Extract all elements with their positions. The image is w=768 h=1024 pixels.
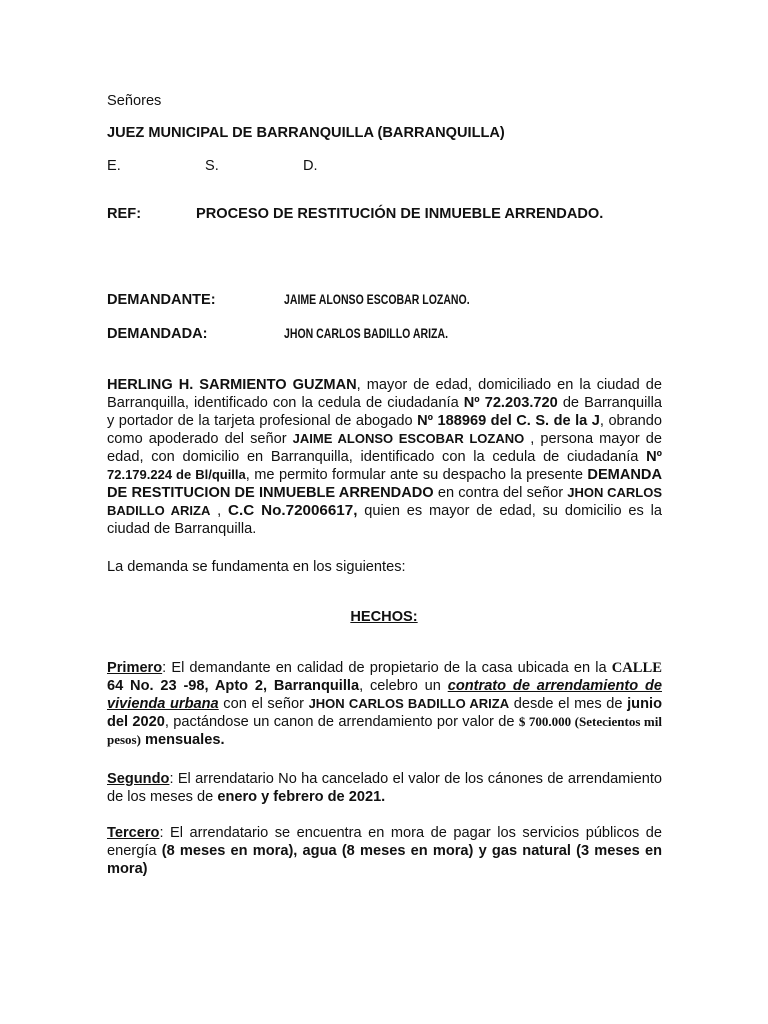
lawyer-id: Nº 72.203.720 (463, 395, 558, 411)
plaintiff-name: JAIME ALONSO ESCOBAR LOZANO. (284, 292, 470, 307)
facts-title: HECHOS: (350, 609, 418, 625)
esd-d: D. (303, 158, 318, 174)
utilities-detail: (8 meses en mora), agua (8 meses en mora) y gas natural (3 meses en mora) (107, 843, 662, 877)
intro-paragraph: HERLING H. SARMIENTO GUZMAN, mayor de edad, domiciliado en la ciudad de Barranquilla, identificado con la cedula de ciudadanía Nº 72.203.720 de Barranquilla y portador de la tarjeta profesional de abogado Nº 188969 del C. S. de la J, obrando como apoderado del señor JAIME ALONSO ESCOBAR LOZANO , persona mayor de edad, con domicilio en Barranquilla, identificado con la cedula de ciudadanía Nº 72.179.224 de Bl/quilla, me permito formular ante su despacho la presente DEMANDA DE RESTITUCION DE INMUEBLE ARRENDADO en contra del señor JHON CARLOS BADILLO ARIZA , C.C No.72006617, quien es mayor de edad, su domicilio es la ciudad de Barranquilla. (107, 377, 663, 537)
defendant-name: JHON CARLOS BADILLO ARIZA. (284, 326, 448, 341)
addressee: JUEZ MUNICIPAL DE BARRANQUILLA (BARRANQUILLA) (107, 125, 505, 141)
fact-first-label: Primero (107, 660, 163, 676)
lawyer-name: HERLING H. SARMIENTO GUZMAN (107, 377, 357, 393)
plaintiff-label: DEMANDANTE: (107, 292, 216, 308)
esd-e: E. (107, 158, 121, 174)
fact-first: Primero: El demandante en calidad de propietario de la casa ubicada en la CALLE 64 No. 23 -98, Apto 2, Barranquilla, celebro un contrato de arrendamiento de vivienda urbana con el señor JHON CARLOS BADILLO ARIZA desde el mes de junio del 2020, pactándose un canon de arrendamiento por valor de $ 700.000 (Setecientos mil pesos) mensuales. (107, 660, 662, 748)
greeting: Señores (107, 93, 162, 109)
client-id: 72.179.224 de Bl/quilla (107, 467, 246, 482)
client-name: JAIME ALONSO ESCOBAR LOZANO (292, 431, 525, 446)
rent-amount: $ 700.000 (Setecientos mil pesos) (107, 714, 662, 747)
fact-third: Tercero: El arrendatario se encuentra en mora de pagar los servicios públicos de energía (8 meses en mora), agua (8 meses en mora) y gas natural (3 meses en mora) (107, 825, 662, 877)
contract-type: contrato de arrendamiento de vivienda urbana (107, 678, 662, 712)
defendant-id: C.C No.72006617, (228, 502, 358, 519)
contract-date: junio del 2020 (107, 696, 662, 730)
unpaid-months: enero y febrero de 2021. (217, 789, 386, 805)
esd-s: S. (205, 158, 219, 174)
fact-third-label: Tercero (107, 825, 160, 841)
property-address: 64 No. 23 -98, Apto 2, Barranquilla (107, 678, 360, 694)
ref-text: PROCESO DE RESTITUCIÓN DE INMUEBLE ARRENDADO. (196, 206, 604, 222)
defendant-label: DEMANDADA: (107, 326, 208, 342)
professional-card: Nº 188969 del C. S. de la J (417, 413, 600, 429)
defendant-ref: JHON CARLOS BADILLO ARIZA (107, 485, 662, 518)
demand-title: DEMANDA DE RESTITUCION DE INMUEBLE ARRENDADO (107, 467, 662, 501)
fact-second-label: Segundo (107, 771, 170, 787)
ref-label: REF: (107, 206, 142, 222)
fact-second: Segundo: El arrendatario No ha cancelado el valor de los cánones de arrendamiento de los meses de enero y febrero de 2021. (107, 771, 662, 805)
basis-text: La demanda se fundamenta en los siguientes: (107, 559, 406, 575)
